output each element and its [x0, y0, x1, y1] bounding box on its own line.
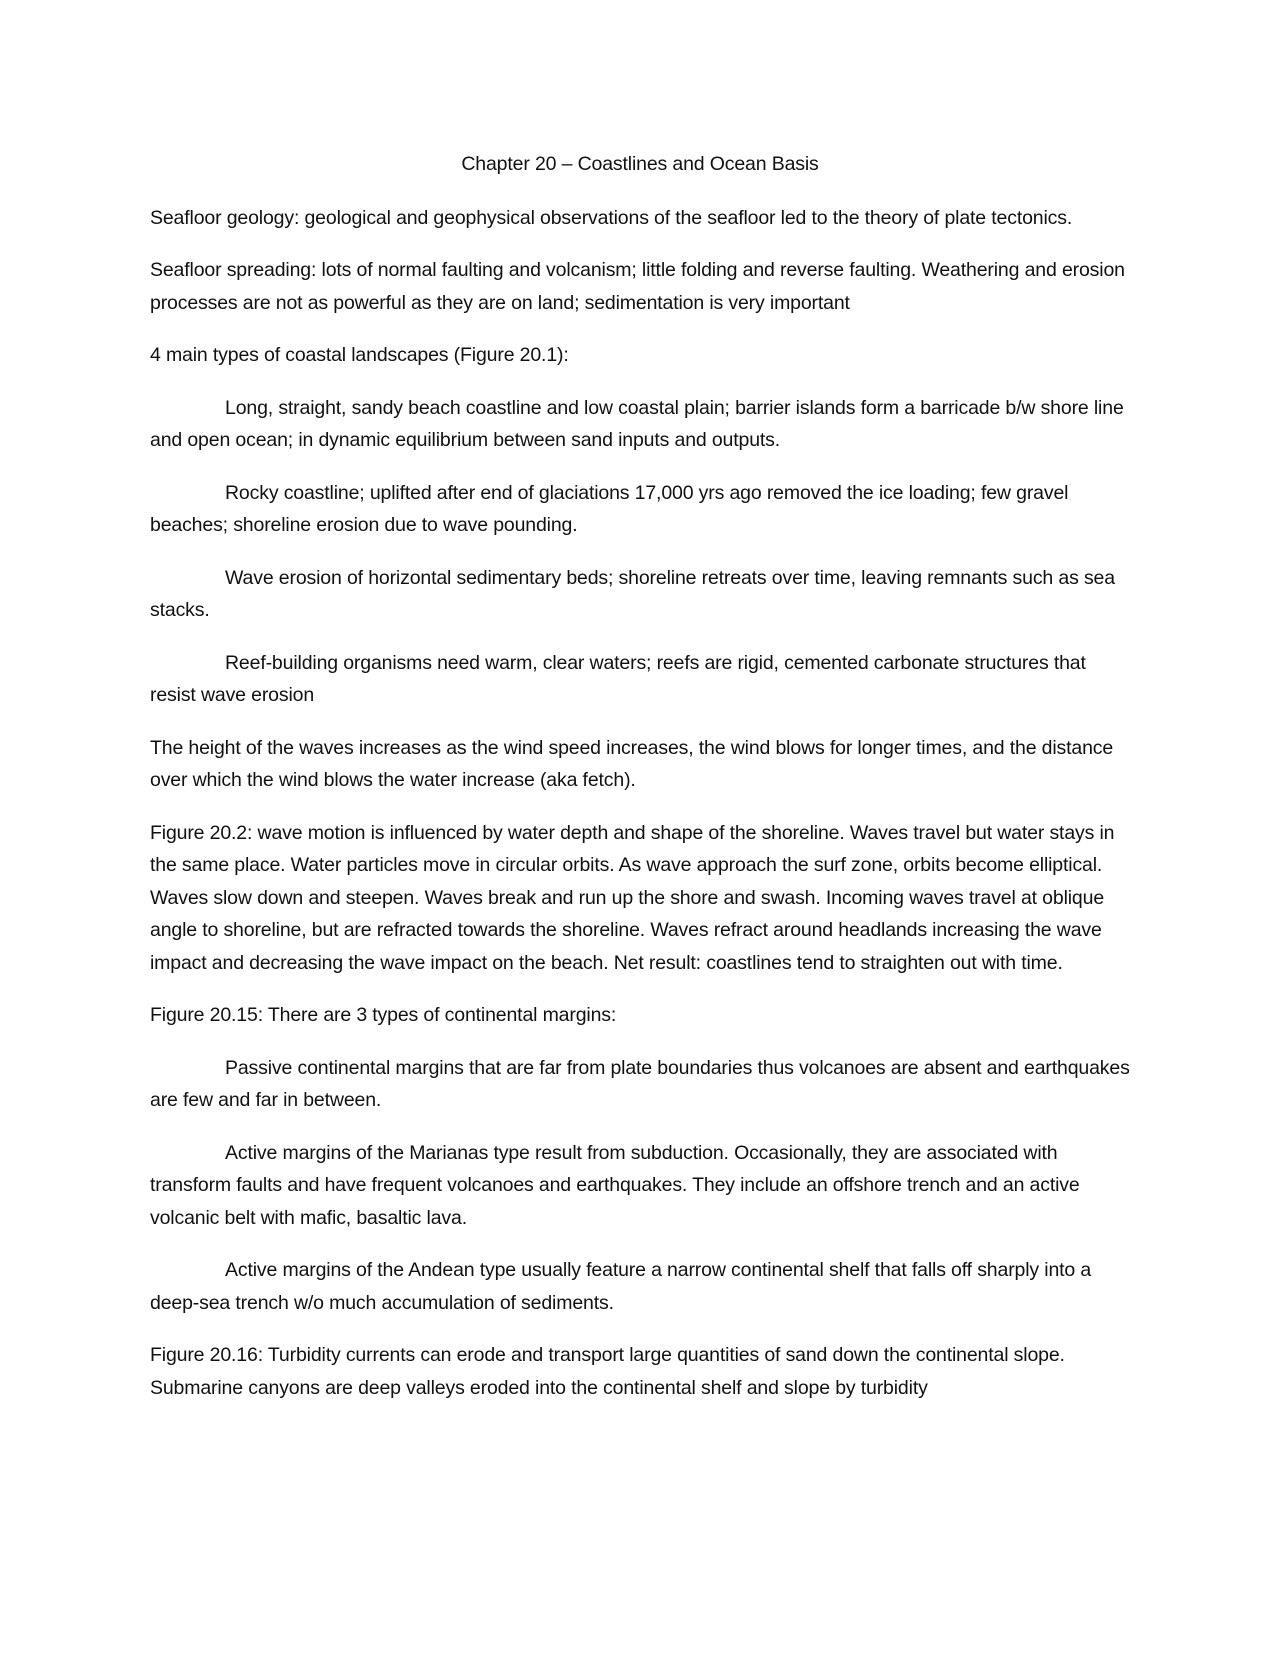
document-body [150, 148, 1130, 1404]
paragraph-figure-20-2: Figure 20.2: wave motion is influenced by water depth and shape of the shoreline. Waves travel but water stays in the same place. Water particles move in circular orbits. As wave approach the surf zone, orbits become elliptical. Waves slow down and steepen. Waves break and run up the shore and swash. Incoming waves travel at oblique angle to shoreline, but are refracted towards the shoreline. Waves refract around headlands increasing the wave impact and decreasing the wave impact on the beach. Net result: coastlines tend to straighten out with time. [150, 821, 1115, 974]
paragraph-andean-margins: Active margins of the Andean type usually feature a narrow continental shelf that falls off sharply into a deep-sea trench w/o much accumulation of sediments. [150, 1259, 1092, 1314]
paragraph-coastal-landscapes-intro: 4 main types of coastal landscapes (Figure 20.1): [150, 344, 569, 366]
paragraph-wave-height: The height of the waves increases as the wind speed increases, the wind blows for longer times, and the distance over which the wind blows the water increase (aka fetch). [150, 736, 1114, 791]
paragraph-rocky-coastline: Rocky coastline; uplifted after end of glaciations 17,000 yrs ago removed the ice loading; few gravel beaches; shoreline erosion due to wave pounding. [150, 481, 1069, 536]
paragraph-reef-building: Reef-building organisms need warm, clear waters; reefs are rigid, cemented carbonate structures that resist wave erosion [150, 651, 1086, 706]
paragraph-wave-erosion: Wave erosion of horizontal sedimentary beds; shoreline retreats over time, leaving remnants such as sea stacks. [150, 566, 1115, 621]
paragraph-figure-20-15: Figure 20.15: There are 3 types of continental margins: [150, 1004, 617, 1026]
paragraph-seafloor-geology: Seafloor geology: geological and geophysical observations of the seafloor led to the theory of plate tectonics. [150, 206, 1073, 229]
paragraph-figure-20-16: Figure 20.16: Turbidity currents can erode and transport large quantities of sand down the continental slope. Submarine canyons are deep valleys eroded into the continental shelf and slope by turbidity [150, 1344, 1065, 1399]
paragraph-sandy-coastline: Long, straight, sandy beach coastline and low coastal plain; barrier islands form a barricade b/w shore line and open ocean; in dynamic equilibrium between sand inputs and outputs. [150, 396, 1124, 451]
paragraph-seafloor-spreading: Seafloor spreading: lots of normal faulting and volcanism; little folding and reverse faulting. Weathering and erosion processes are not as powerful as they are on land; sedimentation is very important [150, 259, 1125, 314]
paragraph-passive-margins: Passive continental margins that are far from plate boundaries thus volcanoes are absent and earthquakes are few and far in between. [150, 1056, 1130, 1111]
page-title: Chapter 20 – Coastlines and Ocean Basis [461, 153, 819, 175]
paragraph-marianas-margins: Active margins of the Marianas type result from subduction. Occasionally, they are associated with transform faults and have frequent volcanoes and earthquakes. They include an offshore trench and an active volcanic belt with mafic, basaltic lava. [150, 1141, 1080, 1229]
